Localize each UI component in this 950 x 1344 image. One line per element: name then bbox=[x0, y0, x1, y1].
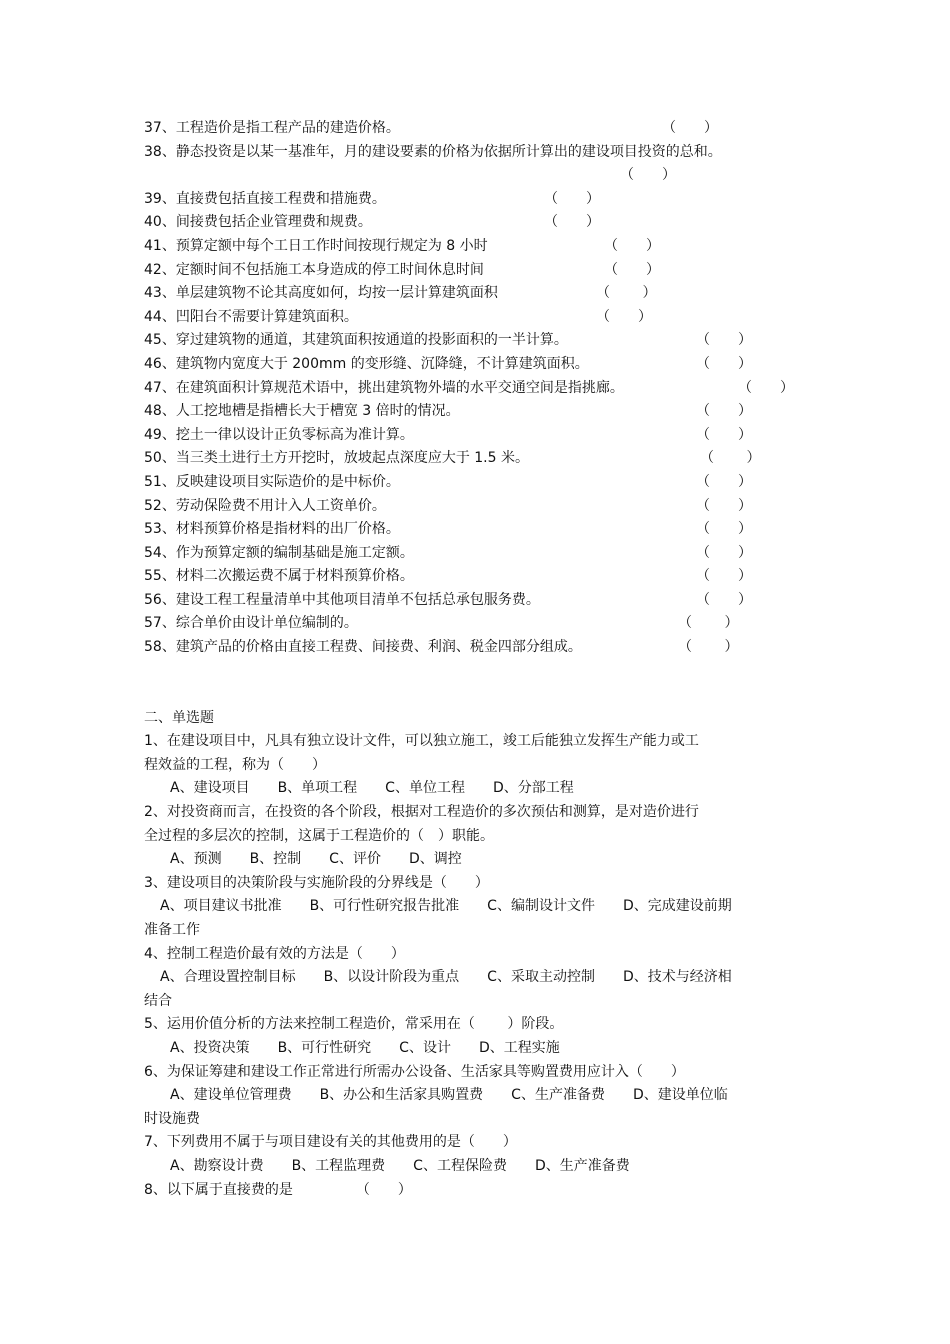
tf-item-41 bbox=[144, 235, 814, 259]
section-gap bbox=[144, 660, 814, 707]
answer-paren: （ ） bbox=[604, 237, 660, 254]
tf-text: 48、人工挖地槽是指槽长大于槽宽 3 倍时的情况。 bbox=[144, 403, 460, 420]
answer-paren: （ ） bbox=[696, 497, 752, 514]
tf-item-40 bbox=[144, 211, 814, 235]
tf-item-57 bbox=[144, 612, 814, 636]
tf-text: 44、凹阳台不需要计算建筑面积。 bbox=[144, 308, 358, 325]
mc-options-7: A、勘察设计费 B、工程监理费 C、工程保险费 D、生产准备费 bbox=[170, 1157, 630, 1174]
tf-text: 58、建筑产品的价格由直接工程费、间接费、利润、税金四部分组成。 bbox=[144, 639, 582, 656]
tf-text: 50、当三类土进行土方开挖时，放坡起点深度应大于 1.5 米。 bbox=[144, 450, 529, 467]
mc-options-4-cont: 结合 bbox=[144, 992, 172, 1009]
tf-item-56 bbox=[144, 589, 814, 613]
tf-item-53 bbox=[144, 518, 814, 542]
answer-paren: （ ） bbox=[696, 426, 752, 443]
answer-paren: （ ） bbox=[696, 521, 752, 538]
answer-paren: （ ） bbox=[678, 615, 739, 632]
mc-question-5: 5、运用价值分析的方法来控制工程造价，常采用在（ ）阶段。 bbox=[144, 1016, 564, 1033]
tf-item-43 bbox=[144, 282, 814, 306]
mc-options-2: A、预测 B、控制 C、评价 D、调控 bbox=[170, 851, 462, 868]
tf-text: 52、劳动保险费不用计入人工资单价。 bbox=[144, 497, 386, 514]
tf-text: 38、静态投资是以某一基准年，月的建设要素的价格为依据所计算出的建设项目投资的总和。 bbox=[144, 143, 722, 160]
mc-options-4: A、合理设置控制目标 B、以设计阶段为重点 C、采取主动控制 D、技术与经济相 bbox=[160, 969, 732, 986]
answer-paren: （ ） bbox=[596, 285, 657, 302]
tf-text: 42、定额时间不包括施工本身造成的停工时间休息时间 bbox=[144, 261, 484, 278]
tf-text: 46、建筑物内宽度大于 200mm 的变形缝、沉降缝，不计算建筑面积。 bbox=[144, 355, 589, 372]
tf-item-48 bbox=[144, 400, 814, 424]
answer-paren: （ ） bbox=[620, 167, 676, 184]
tf-item-47 bbox=[144, 377, 814, 401]
answer-paren: （ ） bbox=[696, 544, 752, 561]
tf-item-58 bbox=[144, 636, 814, 660]
tf-text: 56、建设工程工程量清单中其他项目清单不包括总承包服务费。 bbox=[144, 591, 540, 608]
answer-paren: （ ） bbox=[696, 332, 752, 349]
mc-options-5: A、投资决策 B、可行性研究 C、设计 D、工程实施 bbox=[170, 1039, 560, 1056]
section-title: 二、单选题 bbox=[144, 709, 214, 726]
mc-question-6: 6、为保证筹建和建设工作正常进行所需办公设备、生活家具等购置费用应计入（ ） bbox=[144, 1063, 685, 1080]
mc-question-8: 8、以下属于直接费的是 （ ） bbox=[144, 1181, 412, 1198]
mc-question-7: 7、下列费用不属于与项目建设有关的其他费用的是（ ） bbox=[144, 1134, 517, 1151]
mc-question-3: 3、建设项目的决策阶段与实施阶段的分界线是（ ） bbox=[144, 874, 489, 891]
tf-item-44 bbox=[144, 306, 814, 330]
tf-item-38 bbox=[144, 141, 814, 165]
tf-text: 39、直接费包括直接工程费和措施费。 bbox=[144, 190, 386, 207]
tf-item-55 bbox=[144, 565, 814, 589]
tf-text: 41、预算定额中每个工日工作时间按现行规定为 8 小时 bbox=[144, 237, 488, 254]
answer-paren: （ ） bbox=[544, 214, 600, 231]
tf-item-54 bbox=[144, 542, 814, 566]
answer-paren: （ ） bbox=[596, 308, 652, 325]
mc-question-4: 4、控制工程造价最有效的方法是（ ） bbox=[144, 945, 405, 962]
tf-text: 40、间接费包括企业管理费和规费。 bbox=[144, 214, 372, 231]
mc-question-2-line1: 2、对投资商而言，在投资的各个阶段，根据对工程造价的多次预估和测算，是对造价进行 bbox=[144, 804, 699, 821]
tf-text: 54、作为预算定额的编制基础是施工定额。 bbox=[144, 544, 414, 561]
answer-paren: （ ） bbox=[662, 120, 718, 136]
answer-paren: （ ） bbox=[604, 261, 660, 278]
tf-text: 37、工程造价是指工程产品的建造价格。 bbox=[144, 120, 400, 136]
tf-item-50 bbox=[144, 447, 814, 471]
mc-options-3-cont: 准备工作 bbox=[144, 922, 200, 938]
tf-item-39 bbox=[144, 188, 814, 212]
mc-options-3: A、项目建议书批准 B、可行性研究报告批准 C、编制设计文件 D、完成建设前期 bbox=[160, 898, 732, 915]
tf-text: 51、反映建设项目实际造价的是中标价。 bbox=[144, 473, 400, 490]
document-content bbox=[144, 117, 814, 1202]
answer-paren: （ ） bbox=[696, 591, 752, 608]
answer-paren: （ ） bbox=[696, 473, 752, 490]
answer-paren: （ ） bbox=[696, 568, 752, 585]
mc-question-1-line1: 1、在建设项目中，凡具有独立设计文件，可以独立施工，竣工后能独立发挥生产能力或工 bbox=[144, 733, 699, 750]
tf-item-37 bbox=[144, 117, 814, 141]
mc-options-6-cont: 时设施费 bbox=[144, 1110, 200, 1127]
tf-item-42 bbox=[144, 259, 814, 283]
tf-item-46 bbox=[144, 353, 814, 377]
tf-item-51 bbox=[144, 471, 814, 495]
answer-paren: （ ） bbox=[696, 403, 752, 420]
tf-text: 43、单层建筑物不论其高度如何，均按一层计算建筑面积 bbox=[144, 285, 498, 302]
tf-item-52 bbox=[144, 495, 814, 519]
tf-text: 45、穿过建筑物的通道，其建筑面积按通道的投影面积的一半计算。 bbox=[144, 332, 568, 349]
tf-text: 53、材料预算价格是指材料的出厂价格。 bbox=[144, 521, 400, 538]
tf-text: 47、在建筑面积计算规范术语中，挑出建筑物外墙的水平交通空间是指挑廊。 bbox=[144, 379, 624, 396]
answer-paren: （ ） bbox=[700, 450, 761, 467]
answer-paren: （ ） bbox=[738, 379, 794, 396]
tf-item-49 bbox=[144, 424, 814, 448]
mc-options-6: A、建设单位管理费 B、办公和生活家具购置费 C、生产准备费 D、建设单位临 bbox=[170, 1087, 728, 1104]
answer-paren: （ ） bbox=[678, 639, 739, 656]
tf-text: 55、材料二次搬运费不属于材料预算价格。 bbox=[144, 568, 414, 585]
answer-paren: （ ） bbox=[544, 190, 600, 207]
mc-question-1-line2: 程效益的工程，称为（ ） bbox=[144, 756, 326, 773]
mc-options-1: A、建设项目 B、单项工程 C、单位工程 D、分部工程 bbox=[170, 780, 574, 797]
tf-text: 57、综合单价由设计单位编制的。 bbox=[144, 615, 358, 632]
tf-item-38-paren-row bbox=[144, 164, 814, 188]
tf-item-45 bbox=[144, 329, 814, 353]
tf-text: 49、挖土一律以设计正负零标高为准计算。 bbox=[144, 426, 414, 443]
mc-question-2-line2: 全过程的多层次的控制，这属于工程造价的（ ）职能。 bbox=[144, 827, 494, 844]
answer-paren: （ ） bbox=[696, 355, 752, 372]
